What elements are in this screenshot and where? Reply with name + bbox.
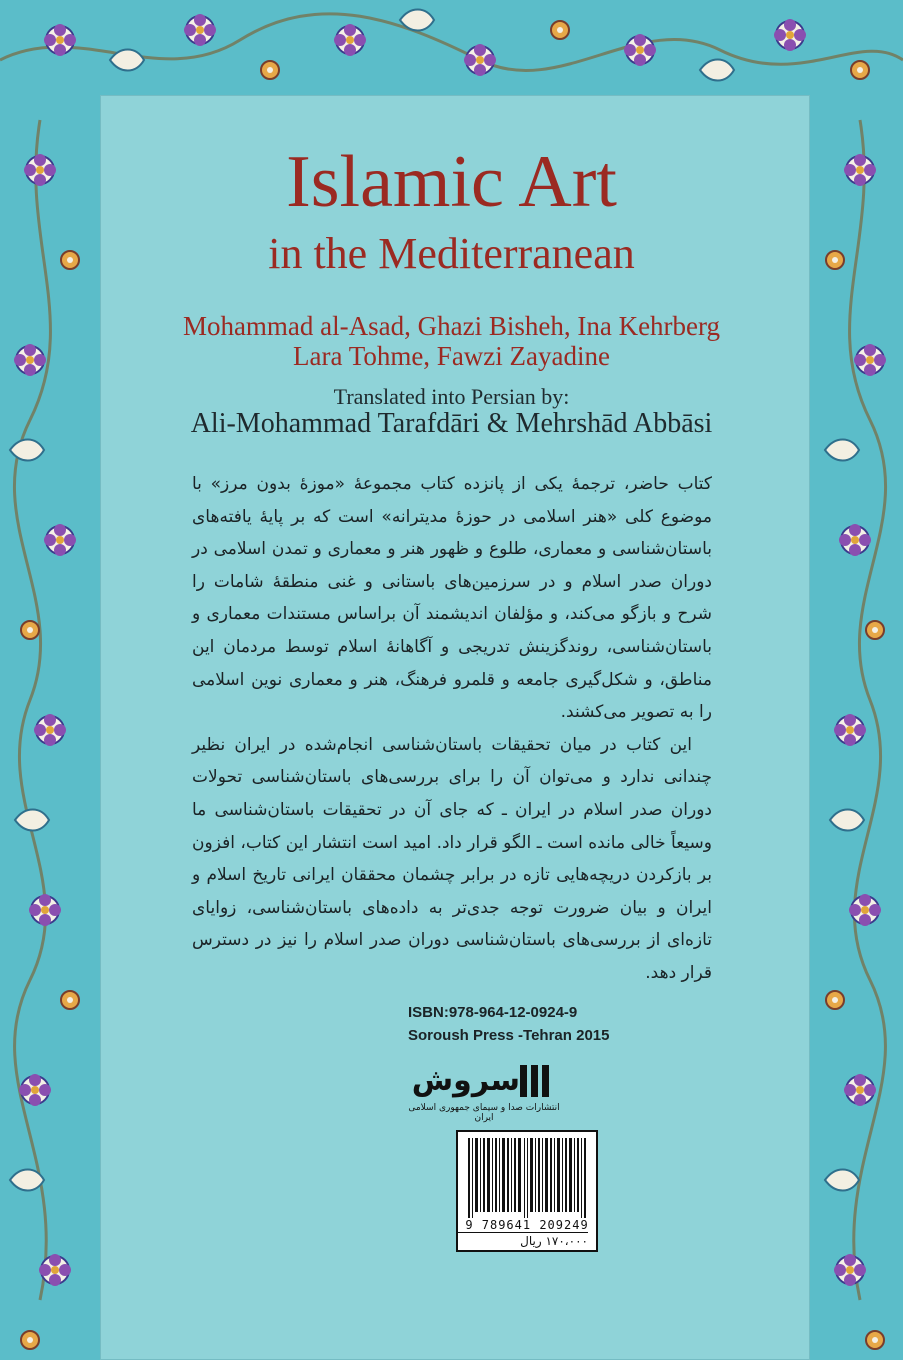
- barcode-number: 9 789641 209249: [465, 1218, 589, 1232]
- book-title: Islamic Art: [286, 141, 617, 223]
- authors-line-2: Lara Tohme, Fawzi Zayadine: [293, 341, 610, 371]
- barcode-icon: [466, 1138, 588, 1218]
- translators: Ali-Mohammad Tarafdāri & Mehrshād Abbāsi: [190, 408, 713, 439]
- barcode: [456, 1130, 598, 1252]
- price: ۱۷۰،۰۰۰ ریال: [458, 1232, 588, 1248]
- description-paragraph-1: کتاب حاضر، ترجمهٔ یکی از پانزده کتاب مجموعهٔ «موزهٔ بدون مرز» با موضوع کلی «هنر اسلامی در حوزهٔ مدیترانه» است که بر پایهٔ یافته‌های باستان‌شناسی و معماری، طلوع و ظهور هنر و معماری و تمدن اسلامی در دوران صدر اسلام و در سرزمین‌های باستانی و غنی منطقهٔ شامات را شرح و بازگو می‌کند، و مؤلفان اندیشمند آن براساس مستندات معماری و باستان‌شناسی، روندگزینش تدریجی و آگاهانهٔ اسلام توسط مردمان این مناطق، و شکل‌گیری جامعه و قلمرو فرهنگ، هنر و معماری نوین اسلامی را به تصویر می‌کشند.: [192, 474, 712, 723]
- authors-line-1: Mohammad al-Asad, Ghazi Bisheh, Ina Kehrberg: [182, 311, 721, 341]
- publisher-line: Soroush Press -Tehran 2015: [408, 1027, 610, 1044]
- isbn: ISBN:978-964-12-0924-9: [408, 1004, 578, 1021]
- translated-by-label: Translated into Persian by:: [333, 384, 570, 409]
- logo-tagline: انتشارات صدا و سیمای جمهوری اسلامی ایران: [408, 1103, 560, 1123]
- logo-word: سروش: [411, 1063, 520, 1098]
- book-subtitle: in the Mediterranean: [268, 229, 635, 278]
- description-paragraph-2: این کتاب در میان تحقیقات باستان‌شناسی انجام‌شده در ایران نظیر چندانی ندارد و می‌توان آن را برای بررسی‌های باستان‌شناسی تحولات دوران صدر اسلام در ایران ـ که جای آن در تحقیقات باستان‌شناسی ما وسیعاً خالی مانده است ـ الگو قرار داد. امید است انتشار این کتاب، افزون بر بازکردن دریچه‌هایی تازه در برابر چشمان محققان ایرانی تاریخ اسلام و ایران و بیان ضرورت توجه جدی‌تر به داده‌های باستان‌شناسی، زوایای تازه‌ای از بررسی‌های باستان‌شناسی دوران صدر اسلام را نیز در دسترس قرار دهد.: [192, 734, 712, 983]
- book-description: [192, 468, 712, 990]
